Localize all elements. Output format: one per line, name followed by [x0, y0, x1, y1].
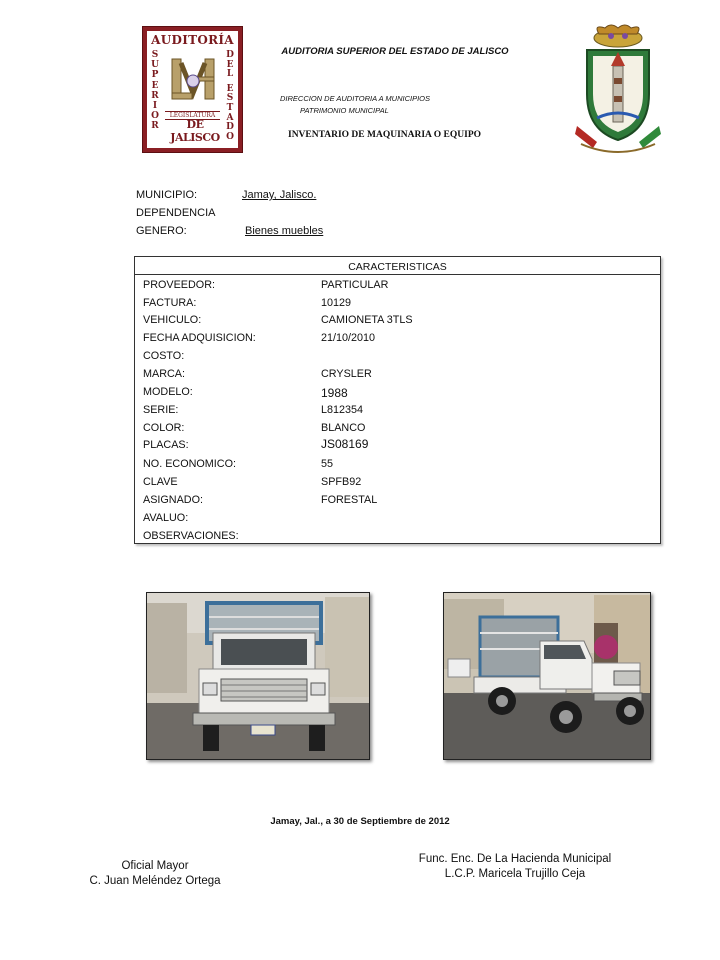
table-row: FACTURA: 10129 [143, 297, 352, 309]
sig-left-title: Oficial Mayor [121, 860, 189, 872]
table-row: SERIE: L812354 [143, 404, 364, 416]
table-row: PLACAS: JS08169 [143, 437, 369, 451]
dependencia-label: DEPENDENCIA [136, 207, 216, 219]
logo-legislatura-text: LEGISLATURA [165, 111, 220, 120]
caracteristicas-table [134, 256, 661, 544]
table-row: FECHA ADQUISICION: 21/10/2010 [143, 332, 376, 344]
table-title: CARACTERISTICAS [135, 257, 660, 275]
signature-right [380, 852, 650, 882]
municipal-coat-of-arms-icon [573, 22, 663, 157]
header-subtitle [280, 93, 540, 117]
logo-left-letters: S U P E R I O R [151, 50, 159, 132]
municipio-value: Jamay, Jalisco. [242, 189, 317, 201]
table-row: COSTO: [143, 350, 185, 362]
table-row: VEHICULO: CAMIONETA 3TLS [143, 314, 413, 326]
table-row: OBSERVACIONES: [143, 530, 239, 542]
truck-photo-side [443, 592, 651, 760]
sig-left-name: C. Juan Meléndez Ortega [89, 875, 221, 887]
sig-right-name: L.C.P. Maricela Trujillo Ceja [444, 868, 586, 880]
header-direccion: DIRECCION DE AUDITORIA A MUNICIPIOS [280, 94, 431, 103]
signature-left [60, 859, 250, 889]
auditoria-logo [142, 26, 243, 153]
table-row: ASIGNADO: FORESTAL [143, 494, 378, 506]
logo-bottom-text: DE JALISCO [170, 118, 220, 144]
table-row: MODELO: 1988 [143, 386, 348, 400]
table-row: CLAVE SPFB92 [143, 476, 362, 488]
municipio-row [136, 189, 197, 201]
header-inventario: INVENTARIO DE MAQUINARIA O EQUIPO [288, 130, 482, 140]
table-row: COLOR: BLANCO [143, 422, 366, 434]
header-title: AUDITORIA SUPERIOR DEL ESTADO DE JALISCO [281, 46, 509, 57]
genero-value: Bienes muebles [245, 225, 324, 237]
table-row: AVALUO: [143, 512, 189, 524]
genero-label: GENERO: [136, 225, 187, 237]
truck-photo-front [146, 592, 370, 760]
table-row: NO. ECONOMICO: 55 [143, 458, 334, 470]
sig-right-title: Func. Enc. De La Hacienda Municipal [418, 853, 612, 865]
logo-top-text: AUDITORÍA [151, 33, 234, 47]
municipio-label: MUNICIPIO: [136, 189, 198, 201]
footer-date: Jamay, Jal., a 30 de Septiembre de 2012 [270, 816, 450, 827]
logo-right-letters: D E L E S T A D O [226, 50, 234, 142]
lvh-monogram-icon [169, 53, 217, 107]
table-row: MARCA: CRYSLER [143, 368, 372, 380]
header-patrimonio: PATRIMONIO MUNICIPAL [300, 106, 389, 115]
table-row: PROVEEDOR: PARTICULAR [143, 279, 389, 291]
